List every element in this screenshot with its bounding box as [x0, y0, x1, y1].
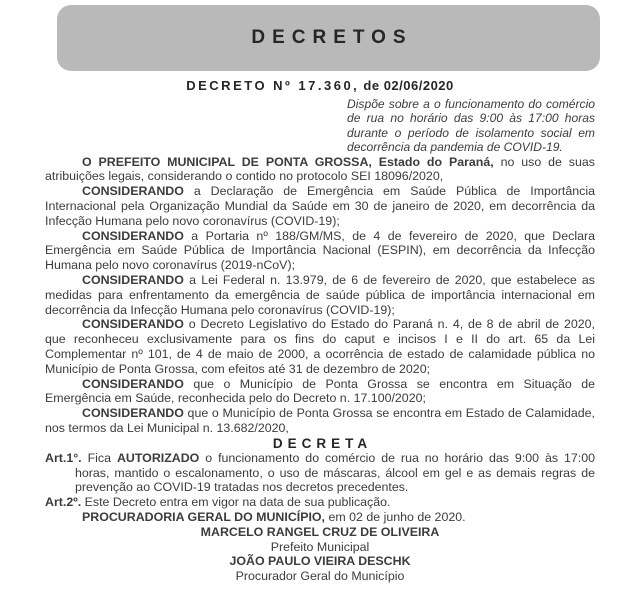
- preamble-paragraph-7: [45, 406, 595, 436]
- decreta-heading: DECRETA: [272, 435, 373, 451]
- preamble-paragraph-2: [45, 184, 595, 228]
- decree-epigraph: Dispõe sobre a o funcionamento do comércio de rua no horário das 9:00 às 17:00 horas durante o período de isolamento social em decorrência da pandemia de COVID-19.: [347, 97, 595, 155]
- closing-text: em 02 de junho de 2020.: [325, 509, 466, 524]
- signature-role-mayor: Prefeito Municipal: [270, 539, 370, 554]
- closing-bold: PROCURADORIA GERAL DO MUNICÍPIO,: [82, 509, 326, 524]
- preamble-paragraph-1: [45, 155, 595, 185]
- decree-title: [45, 78, 595, 93]
- preamble-text-5: o Decreto Legislativo do Estado do Paraná n. 4, de 8 de abril de 2020, que reconheceu exclusivamente para os fins do caput e incisos I e II do art. 65 da Lei Complementar nº 101, de 4 de maio de 2000, a ocorrência de estado de calamidade pública no Município de Ponta Grossa, com efeitos até 31 de dezembro de 2020;: [45, 317, 595, 376]
- preamble-bold-7: CONSIDERANDO: [82, 406, 184, 421]
- signature-name-mayor: MARCELO RANGEL CRUZ DE OLIVEIRA: [200, 524, 440, 539]
- preamble-text-7: que o Município de Ponta Grossa se encontra em Estado de Calamidade, nos termos da Lei Municipal n. 13.682/2020,: [45, 406, 595, 435]
- preamble-text-2: a Declaração de Emergência em Saúde Pública de Importância Internacional pela Organização Mundial da Saúde em 30 de janeiro de 2020, em decorrência da Infecção Humana pelo novo coronavírus (COVID-19);: [45, 184, 595, 228]
- signature-name-attorney: JOÃO PAULO VIEIRA DESCHK: [229, 554, 411, 569]
- preamble-paragraph-4: [45, 273, 595, 317]
- section-title: DECRETOS: [251, 27, 413, 48]
- preamble-bold-2: CONSIDERANDO: [82, 184, 184, 199]
- preamble-text-6: que o Município de Ponta Grossa se encontra em Situação de Emergência em Saúde, reconhecida pelo do Decreto n. 17.100/2020;: [45, 376, 595, 406]
- preamble-bold-6: CONSIDERANDO: [82, 376, 184, 391]
- preamble-bold-5: CONSIDERANDO: [82, 317, 184, 332]
- article-1-pre: Fica: [81, 450, 117, 465]
- decree-title-date: de 02/06/2020: [359, 78, 454, 93]
- decree-document: [45, 78, 595, 584]
- closing-line: [45, 510, 595, 525]
- article-1: [45, 451, 595, 495]
- decree-title-number: DECRETO Nº 17.360,: [186, 78, 360, 93]
- preamble-bold-3: CONSIDERANDO: [82, 228, 184, 243]
- preamble-text-3: a Portaria nº 188/GM/MS, de 4 de fevereiro de 2020, que Declara Emergência em Saúde Pública de Importância Nacional (ESPIN), em decorrência da Infecção Humana pelo novo coronavírus (2019-nCoV);: [45, 228, 595, 273]
- signature-role-attorney: Procurador Geral do Município: [235, 569, 405, 584]
- preamble-text-1: no uso de suas atribuições legais, considerando o contido no protocolo SEI 18096/2020,: [45, 154, 595, 184]
- preamble-text-4: a Lei Federal n. 13.979, de 6 de fevereiro de 2020, que estabelece as medidas para enfrentamento da emergência de saúde pública de importância internacional em decorrência da Infecção Humana pelo coronavírus (COVID-19);: [45, 273, 595, 317]
- article-1-bold: AUTORIZADO: [116, 450, 200, 465]
- preamble-paragraph-5: [45, 317, 595, 376]
- preamble-bold-4: CONSIDERANDO: [82, 273, 184, 287]
- article-2-text: Este Decreto entra em vigor na data de sua publicação.: [81, 495, 391, 510]
- article-1-post: o funcionamento do comércio de rua no horário das 9:00 às 17:00 horas, mantido o escalonamento, o uso de máscaras, álcool em gel e as demais regras de prevenção ao COVID-19 tratadas nos decretos precedentes.: [75, 450, 596, 495]
- article-2-label: Art.2º.: [45, 495, 82, 510]
- preamble-bold-1: O PREFEITO MUNICIPAL DE PONTA GROSSA, Estado do Paraná,: [82, 154, 494, 169]
- article-2: [45, 495, 595, 510]
- preamble-paragraph-6: [45, 377, 595, 407]
- preamble-paragraph-3: [45, 229, 595, 273]
- section-header-box: [57, 5, 600, 71]
- article-1-label: Art.1°.: [45, 450, 82, 465]
